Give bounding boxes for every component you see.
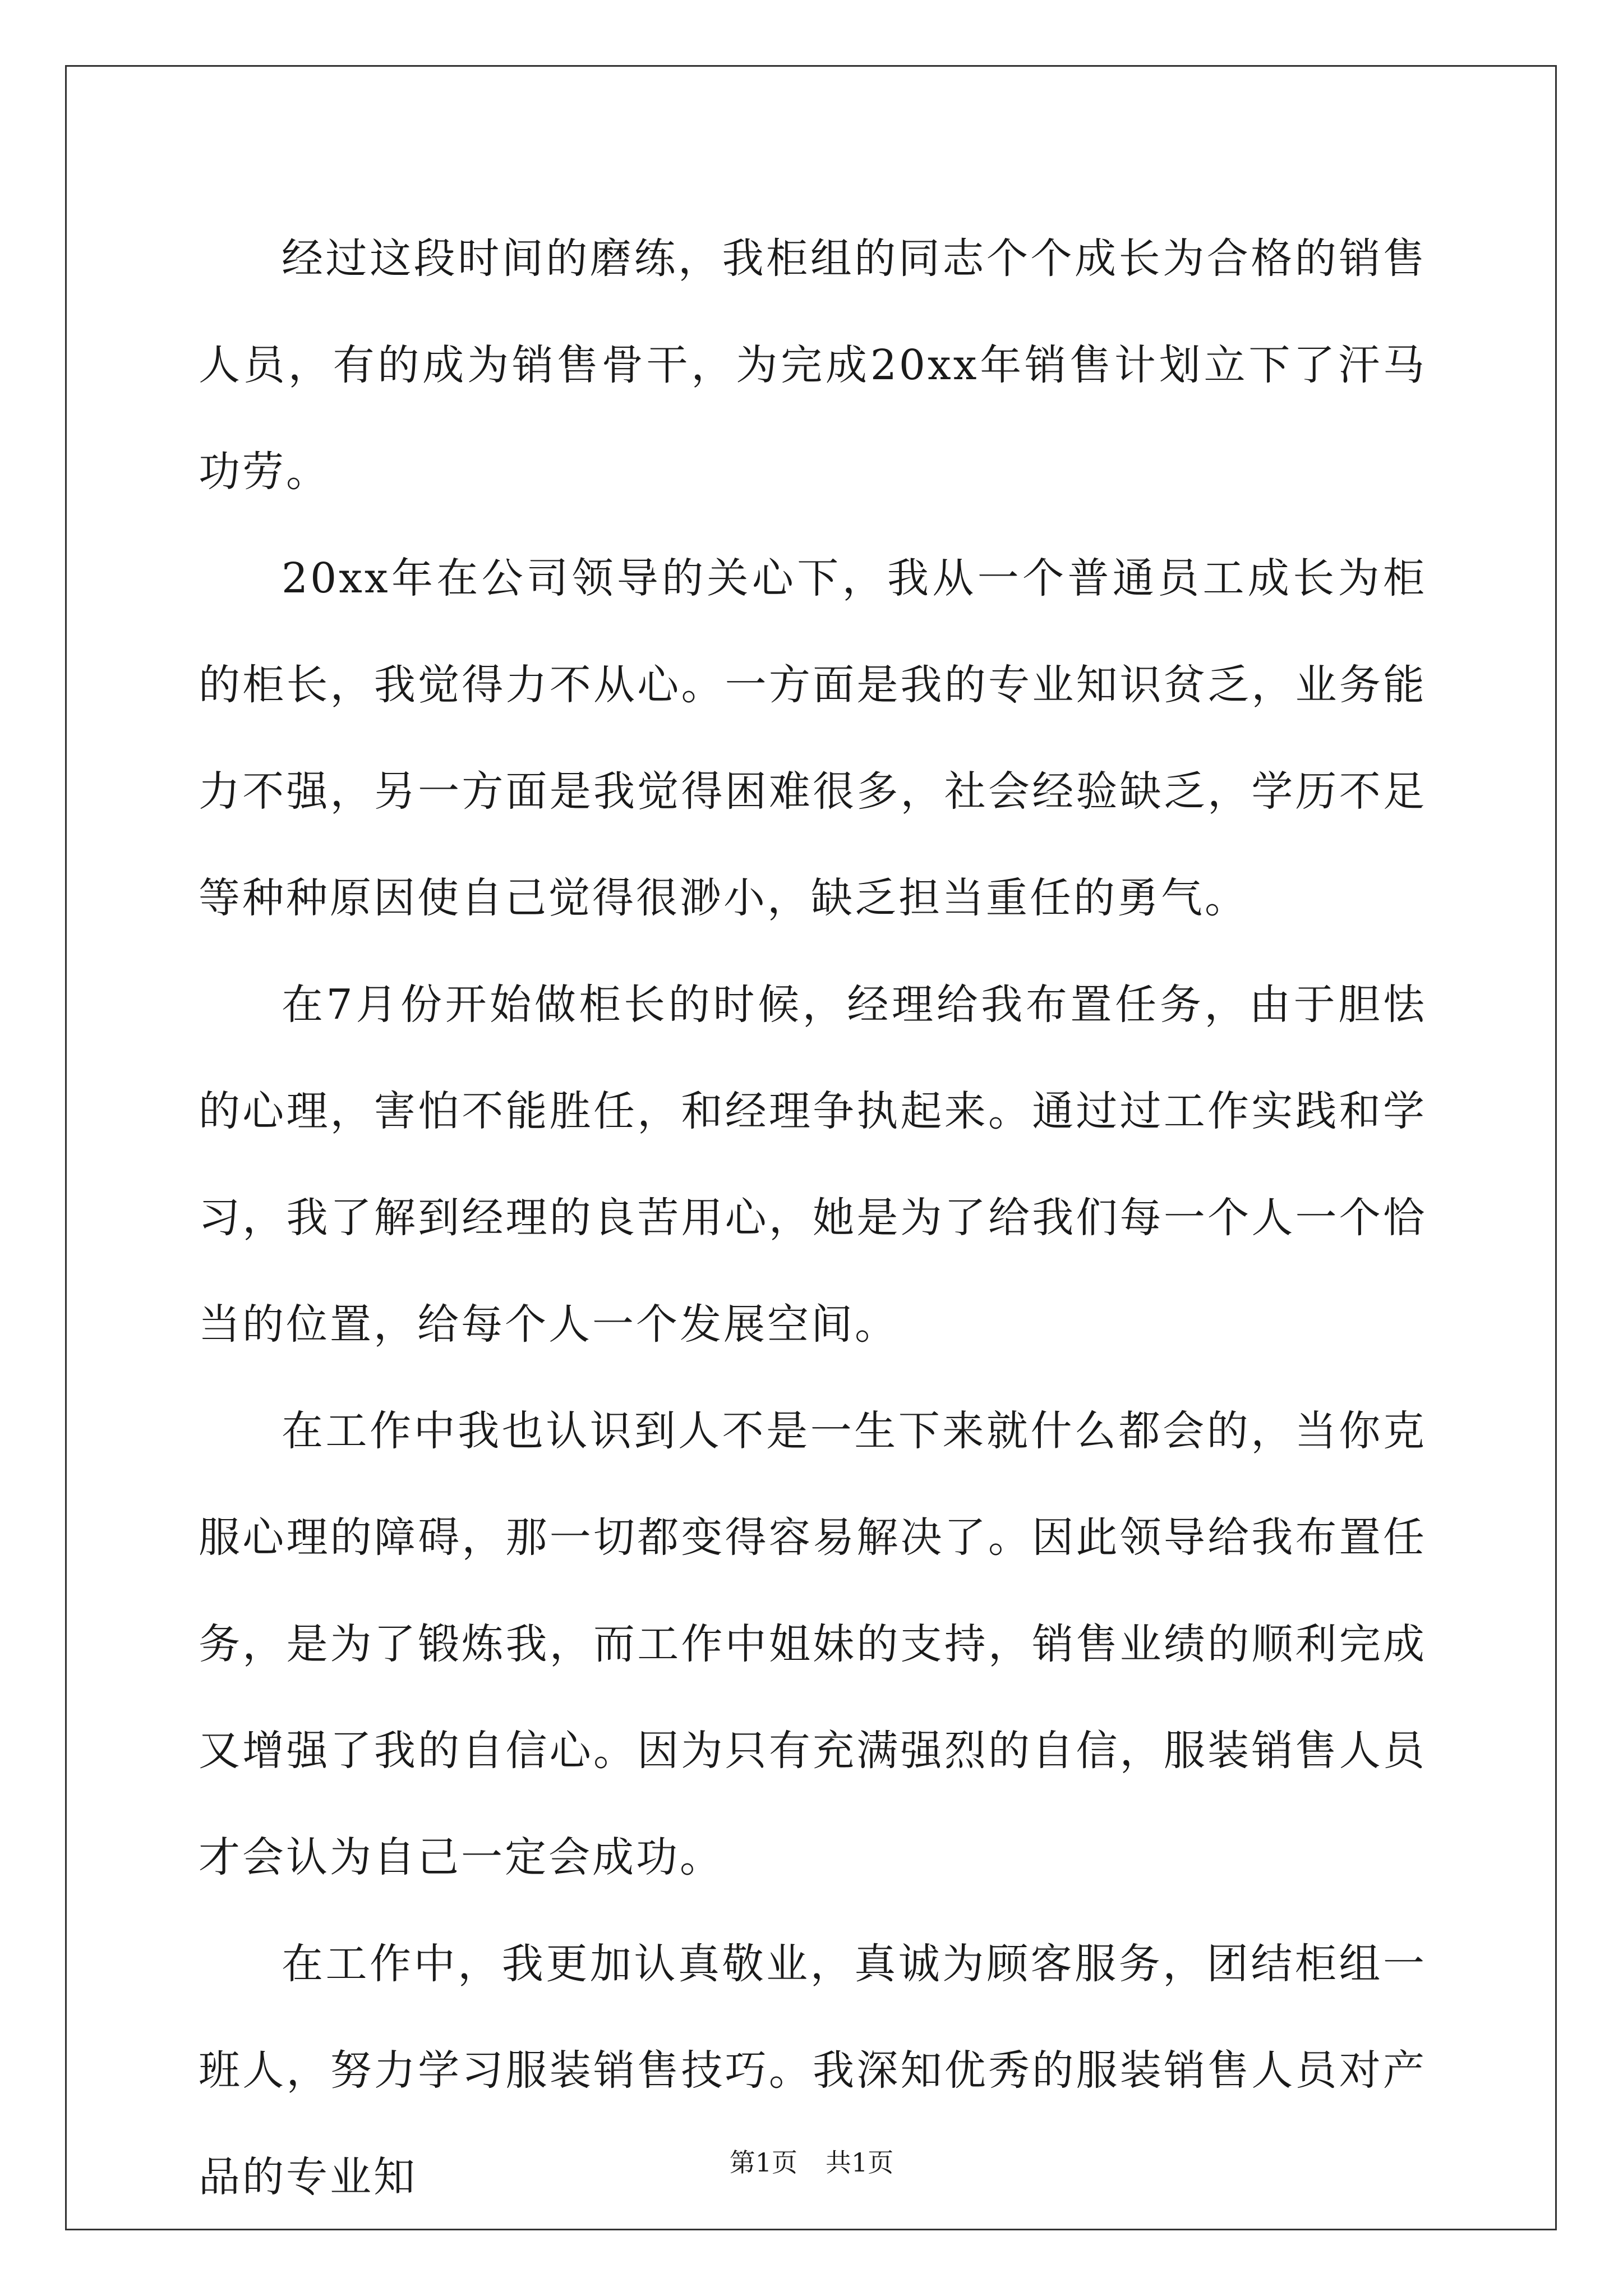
paragraph-2: 20xx年在公司领导的关心下，我从一个普通员工成长为柜的柜长，我觉得力不从心。一方面是我的专业知识贫乏，业务能力不强，另一方面是我觉得困难很多，社会经验缺乏，学历不足等种种原因使自己觉得很渺小，缺乏担当重任的勇气。	[199, 554, 1427, 922]
paragraph-1: 经过这段时间的磨练，我柜组的同志个个成长为合格的销售人员，有的成为销售骨干，为完成20xx年销售计划立下了汗马功劳。	[199, 234, 1427, 496]
paragraph-3: 在7月份开始做柜长的时候，经理给我布置任务，由于胆怯的心理，害怕不能胜任，和经理争执起来。通过过工作实践和学习，我了解到经理的良苦用心，她是为了给我们每一个人一个恰当的位置，给每个人一个发展空间。	[199, 981, 1427, 1349]
document-body	[199, 205, 1427, 2230]
page-total: 共1页	[826, 2147, 894, 2178]
page-footer	[0, 2146, 1623, 2179]
paragraph-5: 在工作中，我更加认真敬业，真诚为顾客服务，团结柜组一班人，努力学习服装销售技巧。我深知优秀的服装销售人员对产品的专业知	[199, 1940, 1427, 2201]
page-number: 第1页	[729, 2147, 797, 2178]
paragraph-4: 在工作中我也认识到人不是一生下来就什么都会的，当你克服心理的障碍，那一切都变得容易解决了。因此领导给我布置任务，是为了锻炼我，而工作中姐妹的支持，销售业绩的顺利完成又增强了我的自信心。因为只有充满强烈的自信，服装销售人员才会认为自己一定会成功。	[199, 1407, 1427, 1881]
